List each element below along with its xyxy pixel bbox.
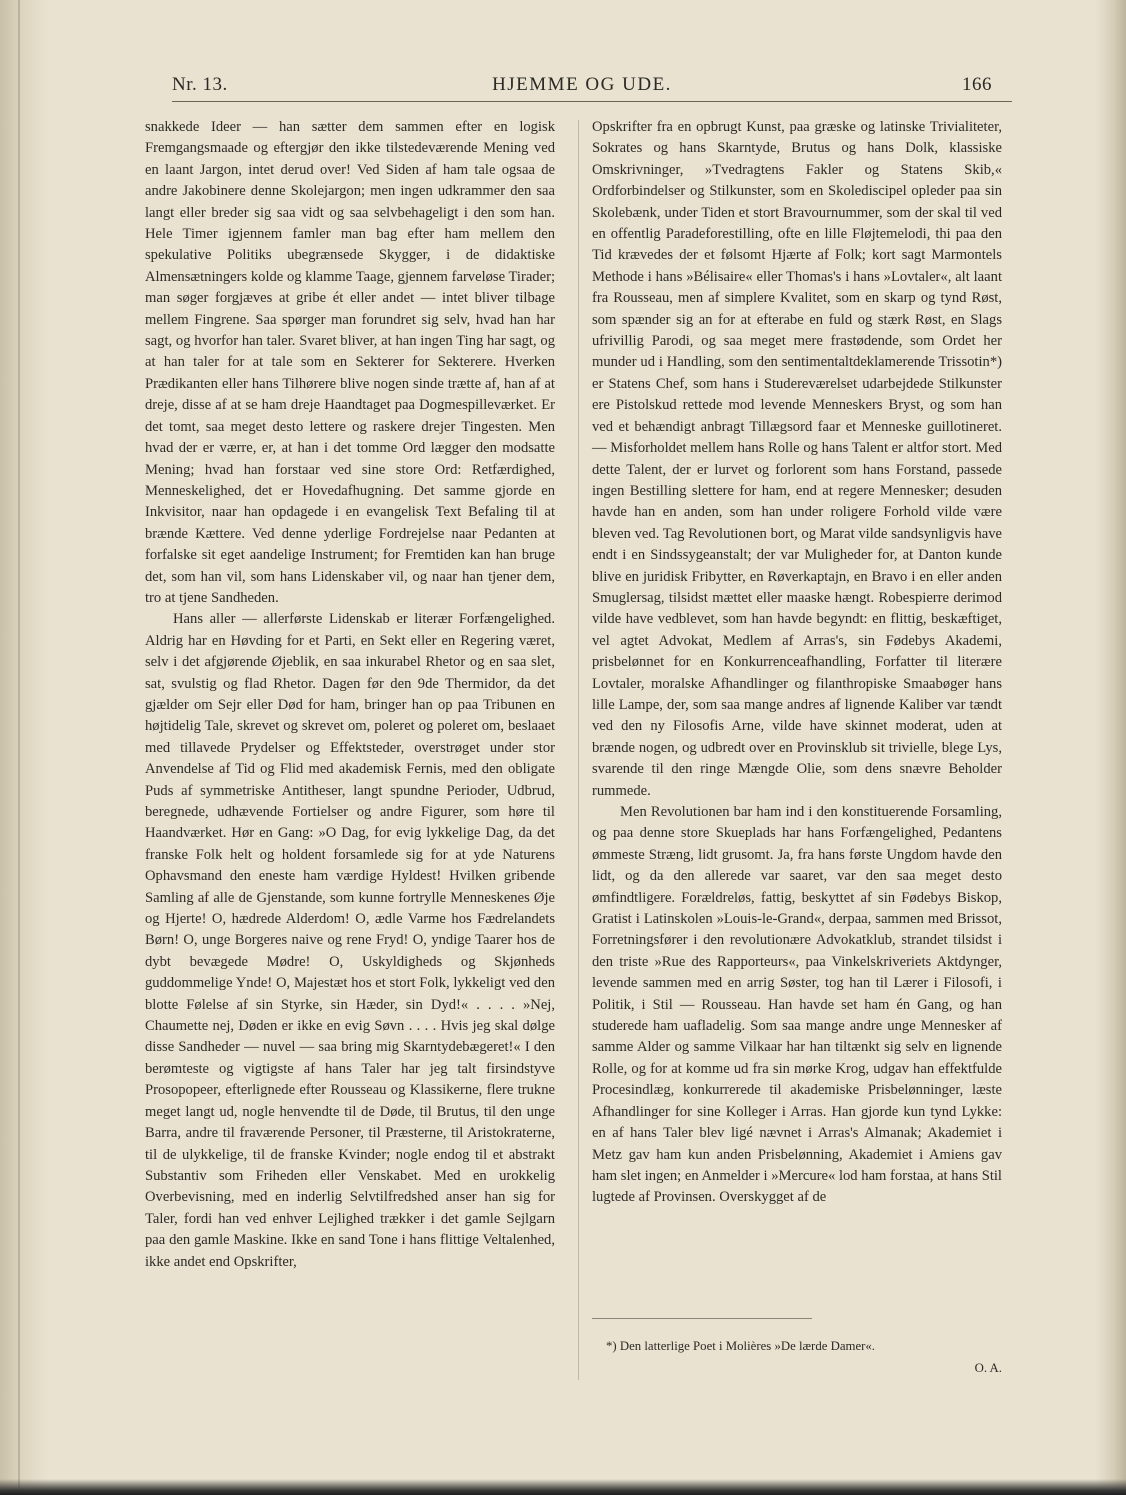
footnote-text: *) Den latterlige Poet i Molières »De lærde Damer«. [606,1339,876,1353]
right-paragraph-2: Men Revolutionen bar ham ind i den konstituerende Forsamling, og paa denne store Skueplads har hans Forfængelighed, Pedantens ømmeste Stræng, lidt grusomt. Ja, fra hans første Ungdom havde den lidt, og da den allerede var saaret, var den saa meget desto ømfindtligere. Forældreløs, fattig, beskyttet af sin Fødebys Biskop, Gratist i Latinskolen »Louis-le-Grand«, derpaa, sammen med Brissot, Forretningsfører i den revolutionære Advokatklub, strandet tilsidst i den triste »Rue des Rapporteurs«, paa Vinkelskriveriets Aktdynger, levende sammen med en arrig Søster, tog han til Lærer i Filosofi, i Politik, i Stil — Rousseau. Han havde set ham én Gang, og han studerede ham uafladelig. Som saa mange andre unge Mennesker af samme Alder og samme Vilkaar har han tiltænkt sig selv en lignende Rolle, og for at komme ud fra sin mørke Krog, udgav han effektfulde Procesindlæg, konkurrerede til akademiske Prisbelønninger, læste Afhandlinger for sine Kolleger i Arras. Han gjorde kun tynd Lykke: en af hans Taler blev ligé nævnet i Arras's Almanak; Akademiet i Metz gav ham kun anden Prisbelønning, Akademiet i Amiens gav ham slet ingen; en Anmelder i »Mercure« lod ham forstaa, at hans Stil lugtede af Provinsen. Overskygget af de [592,804,1002,1206]
page-number: 166 [962,74,992,95]
left-column [145,117,555,1273]
publication-title: HJEMME OG UDE. [492,74,672,95]
left-paragraph-2: Hans aller — allerførste Lidenskab er literær Forfængelighed. Aldrig har en Høvding for et Parti, en Sekt eller en Regering været, selv i det afgjørende Øjeblik, en saa inkurabel Rhetor og en saa slet, sat, svulstig og flad Rhetor. Dagen før den 9de Thermidor, da det gjælder om Sejr eller Død for ham, bringer han op paa Tribunen en højtidelig Tale, skrevet og skrevet om, poleret og poleret om, beslaaet med tillavede Prydelser og Effektsteder, overstrøget under stor Anvendelse af Tid og Flid med akademisk Fernis, med den obligate Puds af symmetriske Antitheser, langt spundne Perioder, Udbrud, beregnede, udhævende Fortielser og andre Figurer, som høre til Haandværket. Hør en Gang: »O Dag, for evig lykkelige Dag, da det franske Folk helt og holdent forsamlede sig for at yde Naturens Ophavsmand den eneste ham værdige Hyldest! Hvilken gribende Samling af alle de Gjenstande, som kunne fortrylle Menneskenes Øje og Hjerte! O, hædrede Alderdom! O, ædle Varme hos Fædrelandets Børn! O, unge Borgeres naive og rene Fryd! O, yndige Taarer hos de dybt bevægede Mødre! O, Uskyldigheds og Skjønheds guddommelige Ynde! O, Majestæt hos et stort Folk, lykkeligt ved den blotte Følelse af sin Styrke, sin Hæder, sin Dyd!« . . . . »Nej, Chaumette nej, Døden er ikke en evig Søvn . . . . Hvis jeg skal dølge disse Sandheder — nuvel — saa bring mig Skarntydebægeret!« I den berømteste og vigtigste af hans Taler har jeg talt firsindstyve Prosopopeer, efterlignede efter Rousseau og Klassikerne, flere trukne meget langt ud, nogle henvendte til de Døde, til Brutus, til den unge Barra, andre til fraværende Personer, til Præsterne, til Aristokraterne, til de ulykkelige, til de franske Kvinder; nogle endog til et abstrakt Substantiv som Friheden eller Venskabet. Med en urokkelig Overbevisning, med en inderlig Selvtilfredshed anser han sig for Taler, fordi han ved enhver Lejlighed trækker i det gamle Sejlgarn paa den gamle Maskine. Ikke en sand Tone i hans flittige Veltalenhed, ikke andet end Opskrifter, [145,611,555,1270]
page-binding-edge [0,0,48,1495]
footnote-signature: O. A. [974,1361,1002,1375]
right-paragraph-1: Opskrifter fra en opbrugt Kunst, paa græske og latinske Trivialiteter, Sokrates og hans Skarntyde, Brutus og hans Dolk, klassiske Omskrivninger, »Tvedragtens Fakler og Statens Skib,« Ordforbindelser og Stilkunster, som en Skolediscipel opleder paa sin Skolebænk, under Tiden et stort Bravournummer, som der skal til ved en offentlig Paradeforestilling, ofte en lille Fløjtemelodi, thi paa den Tid krævedes der et følsomt Hjærte af Folk; kort sagt Marmontels Methode i hans »Bélisaire« eller Thomas's i hans »Lovtaler«, alt laant fra Rousseau, men af simplere Kvalitet, som en skarp og tynd Røst, som spænder sig an for at efterabe en fuld og stærk Røst, en Slags ufrivillig Parodi, og saa meget mere frastødende, som Ordet her munder ud i Handling, som den sentimentaltdeklamerende Trissotin*) er Statens Chef, som hans i Studereværelset udarbejdede Stilkunster ere Pistolskud rettede mod levende Menneskers Bryst, og som han ved et behændigt anbragt Tillægsord faar et Menneske guillotineret. — Misforholdet mellem hans Rolle og hans Talent er altfor stort. Med dette Talent, der er lurvet og forlorent som hans Forstand, passede ingen Bestilling slettere for ham, end at regere Mennesker; desuden havde han en anden, som han under roligere Forhold vilde være bleven ved. Tag Revolutionen bort, og Marat vilde sandsynligvis have endt i en Sindssygeanstalt; der var Muligheder for, at Danton kunde blive en juridisk Fribytter, en Røverkaptajn, en Bravo i en eller anden Smuglersag, tilsidst mættet eller maaske hængt. Robespierre derimod vilde have vedblevet, som han havde begyndt: en flittig, beskæftiget, vel agtet Advokat, Medlem af Arras's, sin Fødebys Akademi, prisbelønnet for en Konkurrenceafhandling, Forfatter til literære Lovtaler, moralske Afhandlinger og filanthropiske Smaabøger hans lille Lampe, der, som saa mange andres af lignende Kaliber var tændt ved den ny Filosofis Arne, vilde have skinnet moderat, uden at brænde nogen, og udbredt over en Provinsklub sit trivielle, blege Lys, svarende til den ringe Mængde Olie, som dens snævre Beholder rummede. [592,119,1002,799]
issue-number: Nr. 13. [172,74,228,95]
page-right-edge [1096,0,1126,1495]
footnote [606,1336,1002,1378]
header-rule [172,101,1012,102]
column-divider [578,120,579,1380]
left-paragraph-1: snakkede Ideer — han sætter dem sammen efter en logisk Fremgangsmaade og eftergjør den ikke tilstedeværende Mening ved en laant Jargon, intet derud over! Ved Siden af ham tale ogsaa de andre Jakobinere denne Skolejargon; men ingen udkrammer den saa langt eller breder sig saa vidt og saa selvbehageligt i den som han. Hele Timer igjennem famler man bag efter ham mellem den spekulative Politiks ubegrænsede Skygger, i de didaktiske Almensætningers kolde og klamme Taage, gjennem farveløse Tirader; man søger forgjæves at gribe ét eller andet — intet bliver tilbage mellem Fingrene. Saa spørger man forundret sig selv, hvad han har sagt, og hvorfor han taler. Svaret bliver, at han ingen Ting har sagt, og at han taler for at tale som en Sekterer for Sekterere. Hverken Prædikanten eller hans Tilhørere blive nogen sinde trætte af, han af at dreje, disse af at se ham dreje Haandtaget paa Dogmespilleværket. Er det tomt, saa meget desto lettere og raskere drejer Tingesten. Men hvad der er værre, er, at han i det tomme Ord lægger den modsatte Mening; hvad han forstaar ved sine store Ord: Retfærdighed, Menneskelighed, det er Hovedafhugning. Det samme gjorde en Inkvisitor, naar han opdagede i en evangelisk Text Befaling til at brænde Kættere. Ved denne yderlige Fordrejelse naar Pedanten at forfalske sit eget aandelige Instrument; for Fremtiden kan han bruge det, som han vil, som hans Lidenskaber vil, og naar han tjener dem, tro at tjene Sandheden. [145,119,555,606]
right-column [592,117,1002,1209]
running-header [172,74,992,100]
scan-bottom-edge [0,1479,1126,1495]
footnote-rule [592,1318,812,1319]
